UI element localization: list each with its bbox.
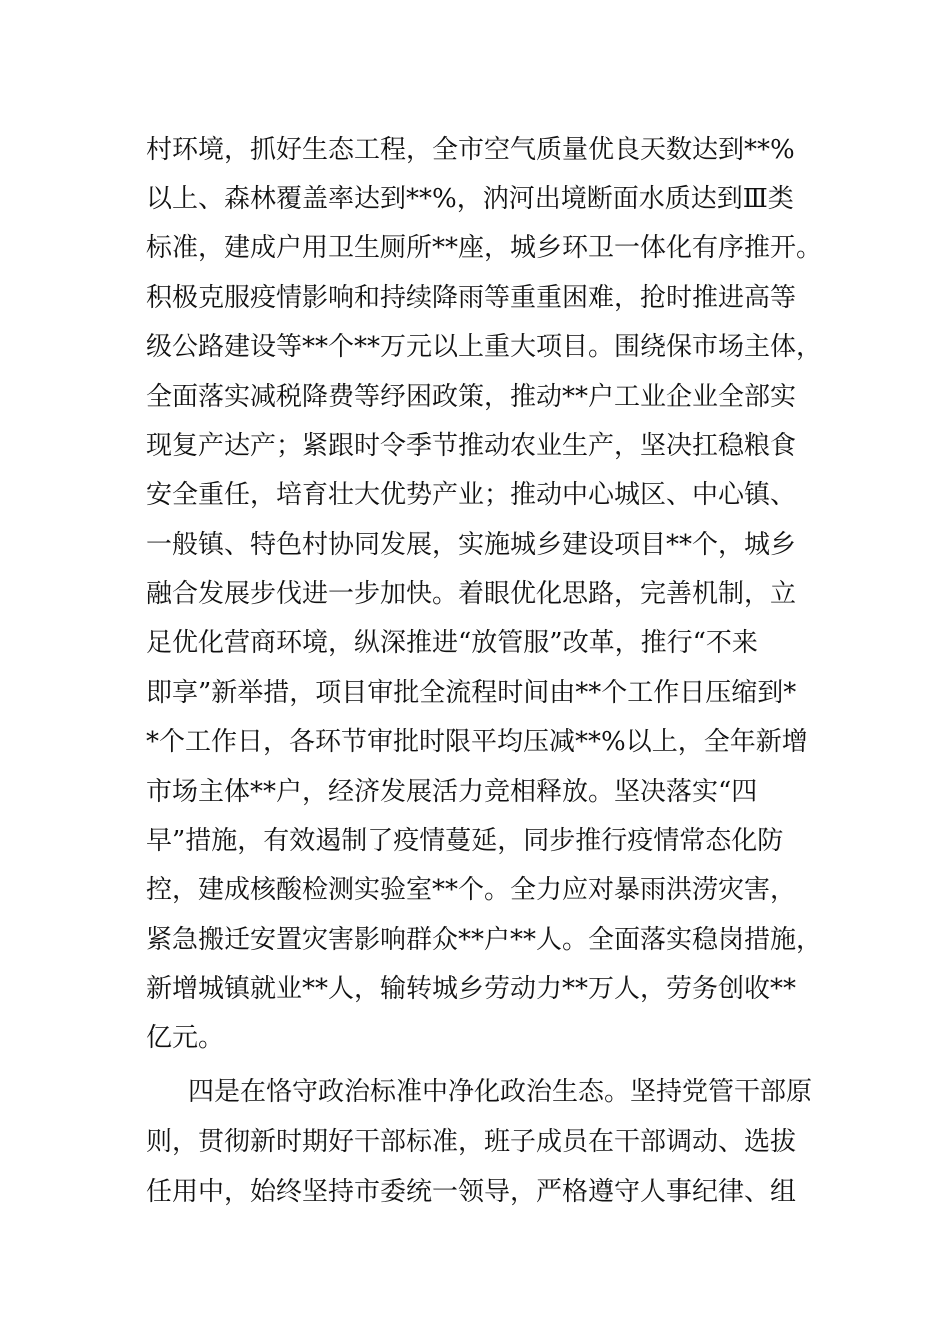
text-line: 亿元。 (146, 1023, 225, 1053)
text-line: 级公路建设等**个**万元以上重大项目。围绕保市场主体， (146, 332, 823, 362)
text-line: 全面落实减税降费等纾困政策，推动**户工业企业全部实 (146, 382, 797, 412)
text-line: 村环境，抓好生态工程，全市空气质量优良天数达到**% (146, 135, 795, 165)
text-line: 安全重任，培育壮大优势产业；推动中心城区、中心镇、 (146, 480, 797, 510)
text-line: 市场主体**户，经济发展活力竞相释放。坚决落实“四 (146, 777, 758, 807)
text-line: 标准，建成户用卫生厕所**座，城乡环卫一体化有序推开。 (146, 233, 823, 263)
text-line: 早”措施，有效遏制了疫情蔓延，同步推行疫情常态化防 (146, 826, 784, 856)
text-line: 融合发展步伐进一步加快。着眼优化思路，完善机制，立 (146, 579, 797, 609)
text-line: 控，建成核酸检测实验室**个。全力应对暴雨洪涝灾害， (146, 875, 797, 905)
text-line: 足优化营商环境，纵深推进“放管服”改革，推行“不来 (146, 628, 758, 658)
text-line: 一般镇、特色村协同发展，实施城乡建设项目**个，城乡 (146, 530, 797, 560)
text-line: 紧急搬迁安置灾害影响群众**户**人。全面落实稳岗措施， (146, 925, 823, 955)
text-line: 新增城镇就业**人，输转城乡劳动力**万人，劳务创收** (146, 974, 797, 1004)
paragraph-start-line: 四是在恪守政治标准中净化政治生态。坚持党管干部原 (188, 1077, 813, 1107)
text-line: 积极克服疫情影响和持续降雨等重重困难，抢时推进高等 (146, 283, 797, 313)
text-line: *个工作日，各环节审批时限平均压减**%以上，全年新增 (146, 727, 808, 757)
text-line: 任用中，始终坚持市委统一领导，严格遵守人事纪律、组 (146, 1177, 797, 1207)
text-line: 现复产达产；紧跟时令季节推动农业生产，坚决扛稳粮食 (146, 431, 797, 461)
text-line: 以上、森林覆盖率达到**%，汭河出境断面水质达到Ⅲ类 (146, 184, 794, 214)
text-line: 则，贯彻新时期好干部标准，班子成员在干部调动、选拔 (146, 1127, 797, 1157)
text-line: 即享”新举措，项目审批全流程时间由**个工作日压缩到* (146, 678, 797, 708)
